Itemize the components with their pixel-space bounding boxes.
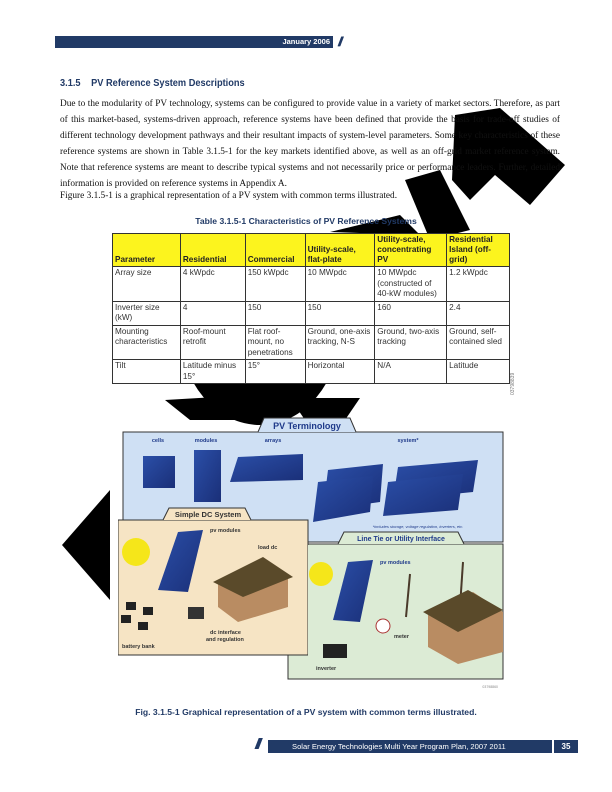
section-number: 3.1.5 <box>60 77 81 89</box>
footer-slash-decoration: /// <box>255 736 259 753</box>
table-cell: 160 <box>375 301 447 325</box>
header-date: January 2006 <box>282 37 330 46</box>
body-paragraph: Due to the modularity of PV technology, systems can be configured to provide value in a variety of market sectors. Therefore, as part of this market-based, systems-driven approach, reference systems have been defined that provide the basis for trade-off studies of different technology development pathways and their resultant impacts of system-level parameters. Some key characteristics of these reference systems are shown in Table 3.1.5-1 for the key markets identified above, as well as an off-grid market reference system. Note that reference systems are meant to describe typical systems and not necessarily price or performance leaders. Further, detailed information is provided on reference systems in Appendix A. <box>60 99 560 189</box>
tie-pv-label: pv modules <box>380 560 411 566</box>
table-row <box>113 325 510 360</box>
table-cell: 4 <box>180 301 245 325</box>
sun-icon <box>122 538 150 566</box>
battery-bank-label: battery bank <box>122 644 155 650</box>
inverter-icon <box>323 644 347 658</box>
table-cell: Latitude minus 15° <box>180 360 245 384</box>
dc-interface-icon <box>188 607 204 619</box>
section-title: PV Reference System Descriptions <box>91 77 245 89</box>
system-footnote: *includes storage, voltage regulation, inverters, etc. <box>372 524 464 529</box>
column-header: Parameter <box>113 234 181 267</box>
column-header: Utility-scale, flat-plate <box>305 234 375 267</box>
meter-icon <box>376 619 390 633</box>
dc-interface-label: dc interface <box>210 630 241 636</box>
column-header: Utility-scale, concentrating PV <box>375 234 447 267</box>
table-row <box>113 360 510 384</box>
header-slash-decoration: /// <box>338 34 340 49</box>
table-cell: Flat roof-mount, no penetrations <box>245 325 305 360</box>
table-cell: Horizontal <box>305 360 375 384</box>
terminology-title: PV Terminology <box>273 421 341 431</box>
table-caption: Table 3.1.5-1 Characteristics of PV Reference Systems <box>195 216 417 226</box>
column-header: Residential Island (off-grid) <box>447 234 510 267</box>
simple-dc-title: Simple DC System <box>174 510 242 519</box>
table-cell: 15° <box>245 360 305 384</box>
table-cell: Ground, one-axis tracking, N-S <box>305 325 375 360</box>
table-cell: Array size <box>113 267 181 302</box>
section-heading <box>60 77 245 89</box>
meter-label: meter <box>394 634 409 640</box>
table-cell: 4 kWpdc <box>180 267 245 302</box>
footer-title: Solar Energy Technologies Multi Year Program Plan, 2007 2011 <box>268 740 552 753</box>
table-cell: Ground, two-axis tracking <box>375 325 447 360</box>
inverter-label: inverter <box>316 666 337 672</box>
dc-load-label: load dc <box>258 545 278 551</box>
cell-icon <box>143 456 175 488</box>
dc-pv-label: pv modules <box>210 528 241 534</box>
table-id: 03798839 <box>510 372 516 395</box>
pv-system-figure <box>118 412 508 694</box>
label-system: system* <box>397 438 419 444</box>
figure-id: 03798860 <box>482 685 498 689</box>
table-cell: 150 <box>245 301 305 325</box>
table-cell: 10 MWpdc (constructed of 40-kW modules) <box>375 267 447 302</box>
dc-regulation-label: and regulation <box>206 637 244 643</box>
module-icon <box>194 450 221 502</box>
table-cell: 10 MWpdc <box>305 267 375 302</box>
table-cell: Mounting characteristics <box>113 325 181 360</box>
column-header: Residential <box>180 234 245 267</box>
sun-icon <box>309 562 333 586</box>
line-tie-title: Line Tie or Utility Interface <box>357 536 445 543</box>
table-cell: Latitude <box>447 360 510 384</box>
figure-caption: Fig. 3.1.5-1 Graphical representation of a PV system with common terms illustrated. <box>135 707 477 717</box>
reference-systems-table <box>112 233 510 384</box>
table-row <box>113 301 510 325</box>
page-number: 35 <box>552 740 578 753</box>
label-cells: cells <box>151 438 165 444</box>
table-cell: Roof-mount retrofit <box>180 325 245 360</box>
table-cell: 150 <box>305 301 375 325</box>
table-cell: 1.2 kWpdc <box>447 267 510 302</box>
label-modules: modules <box>194 438 218 444</box>
column-header: Commercial <box>245 234 305 267</box>
table-cell: N/A <box>375 360 447 384</box>
body-paragraph: Figure 3.1.5-1 is a graphical representation of a PV system with common terms illustrated. <box>60 191 398 201</box>
table-row <box>113 267 510 302</box>
table-cell: 2.4 <box>447 301 510 325</box>
table-cell: Inverter size (kW) <box>113 301 181 325</box>
array-icon <box>230 454 303 482</box>
table-header-row <box>113 234 510 267</box>
table-cell: 150 kWpdc <box>245 267 305 302</box>
table-cell: Tilt <box>113 360 181 384</box>
table-cell: Ground, self-contained sled <box>447 325 510 360</box>
label-arrays: arrays <box>264 438 282 444</box>
